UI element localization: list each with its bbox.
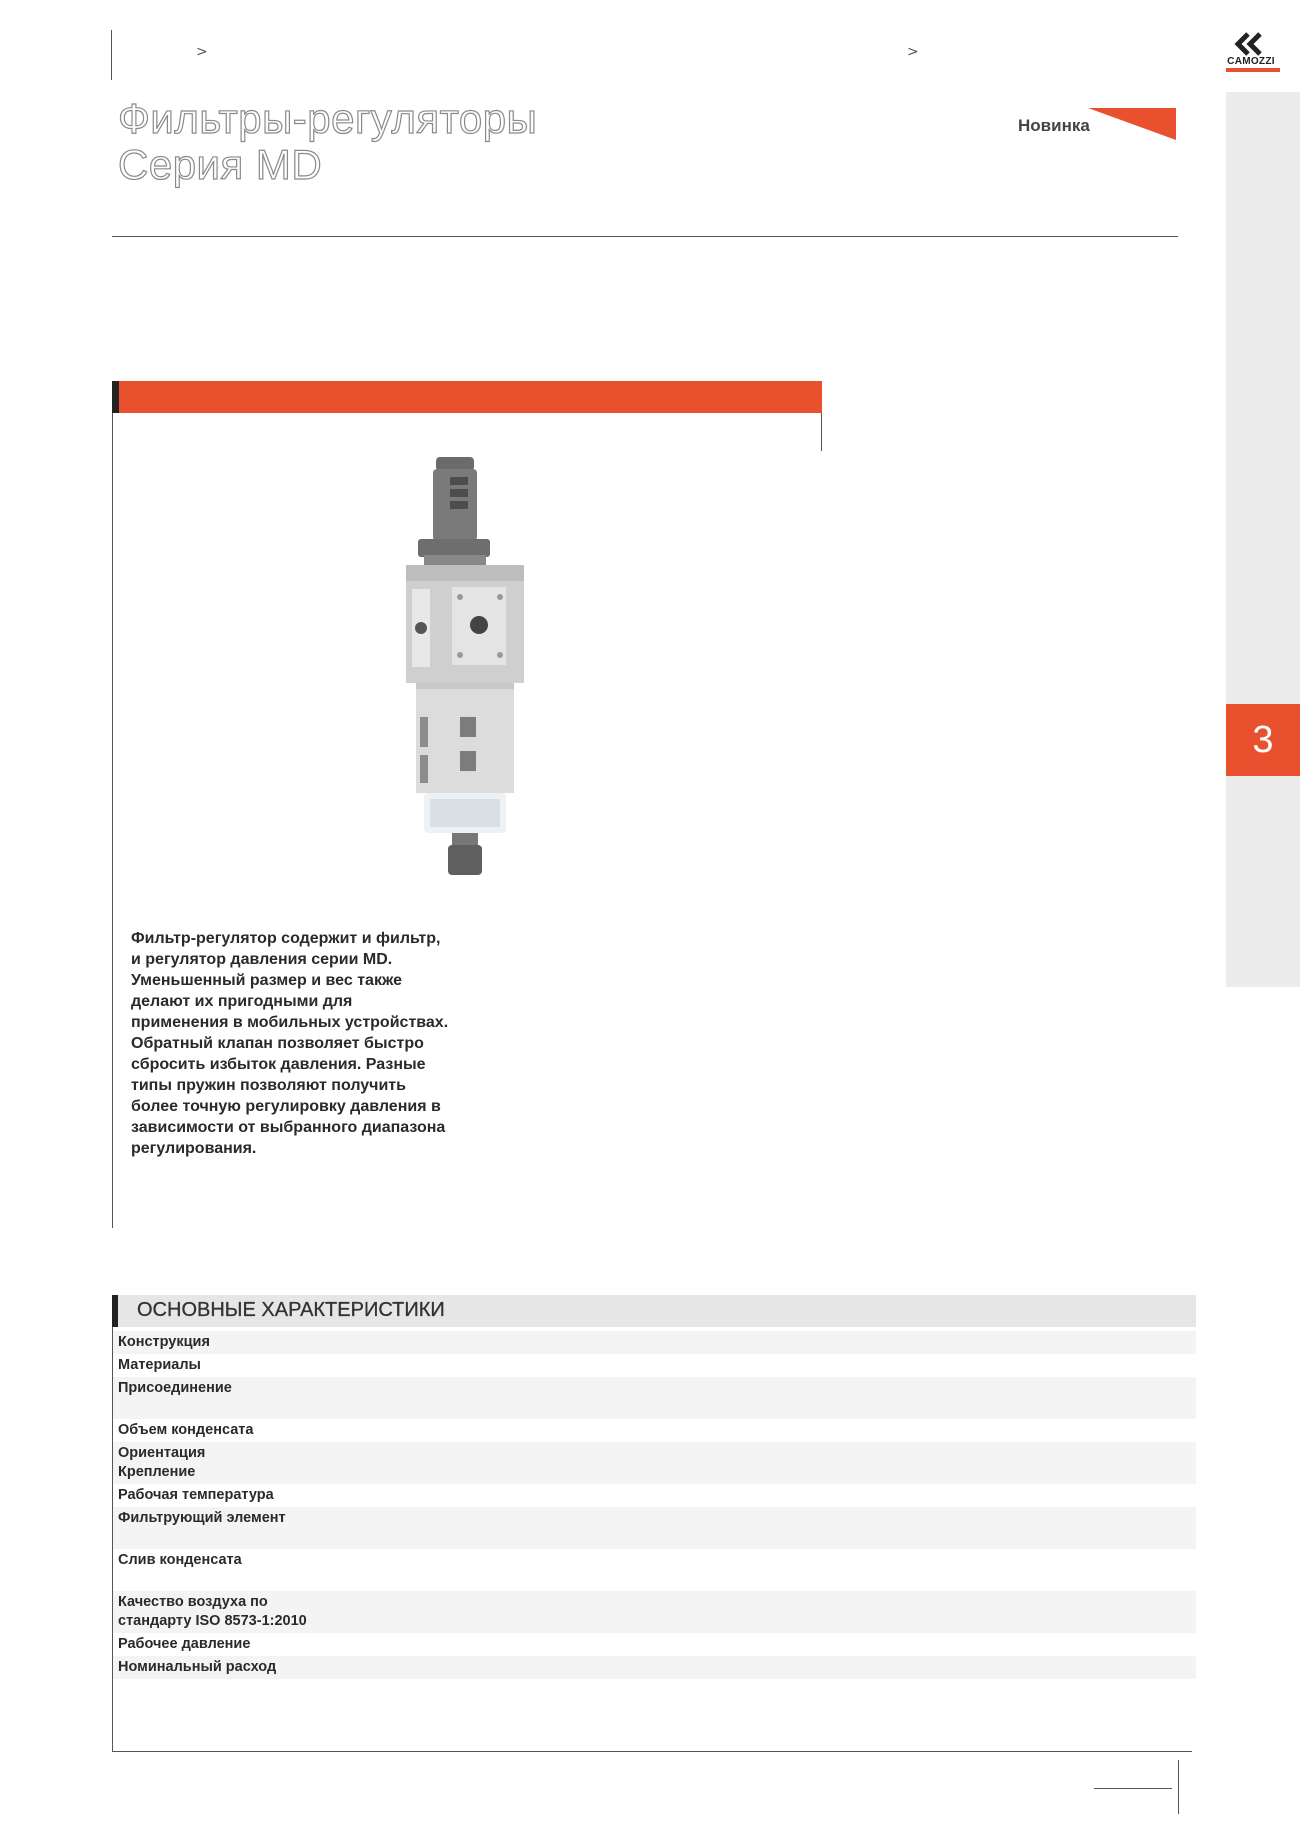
new-badge-triangle-icon	[1088, 108, 1176, 142]
row-label-line-1: Рабочее давление	[118, 1636, 251, 1652]
breadcrumb-separator-right[interactable]: >	[907, 44, 919, 60]
row-label-line-1: Присоединение	[118, 1380, 232, 1396]
characteristics-row-label	[118, 1379, 232, 1398]
characteristics-row-label	[118, 1551, 242, 1570]
header-divider	[111, 30, 112, 80]
characteristics-row	[112, 1633, 1196, 1656]
product-box-left-border	[112, 413, 113, 1228]
title-line-1: Фильтры-регуляторы	[118, 95, 538, 142]
row-label-line-1: Ориентация	[118, 1445, 206, 1461]
characteristics-row-label	[118, 1658, 276, 1677]
characteristics-row	[112, 1331, 1196, 1354]
characteristics-row	[112, 1377, 1196, 1419]
characteristics-row-label	[118, 1356, 201, 1375]
characteristics-row	[112, 1549, 1196, 1591]
row-label-line-2: стандарту ISO 8573-1:2010	[118, 1613, 307, 1629]
characteristics-row-label	[118, 1421, 253, 1440]
title-line-2: Серия MD	[118, 141, 323, 188]
characteristics-row-label	[118, 1635, 250, 1654]
row-label-line-1: Слив конденсата	[118, 1552, 242, 1568]
characteristics-row	[112, 1419, 1196, 1442]
characteristics-row-label	[118, 1486, 274, 1505]
filter-regulator-image	[400, 455, 540, 905]
row-label-line-1: Номинальный расход	[118, 1659, 277, 1675]
row-label-line-1: Материалы	[118, 1357, 201, 1373]
characteristics-bottom-rule	[112, 1751, 1192, 1752]
characteristics-header-edge	[112, 1295, 118, 1327]
characteristics-row	[112, 1484, 1196, 1507]
new-badge-label: Новинка	[1018, 116, 1090, 135]
product-box-right-border	[821, 413, 822, 451]
row-label-line-1: Фильтрующий элемент	[118, 1510, 286, 1526]
characteristics-left-border	[112, 1327, 113, 1752]
product-header-edge	[112, 381, 119, 413]
characteristics-row	[112, 1442, 1196, 1484]
product-header-bar	[112, 381, 822, 413]
logo-underline	[1226, 68, 1280, 72]
characteristics-row-label	[118, 1444, 205, 1482]
header-rule	[112, 236, 1178, 237]
chapter-tab[interactable]: 3	[1226, 704, 1300, 776]
product-description: Фильтр-регулятор содержит и фильтр, и регулятор давления серии MD. Уменьшенный размер и вес также делают их пригодными для применения в мобильных устройствах. Обратный клапан позволяет быстро сбросить избыток давления. Разные типы пружин позволяют получить более точную регулировку давления в зависимости от выбранного диапазона регулирования.	[131, 930, 449, 1157]
characteristics-row-label	[118, 1593, 307, 1631]
row-label-line-1: Конструкция	[118, 1334, 210, 1350]
characteristics-row-label	[118, 1509, 286, 1528]
footer-divider	[1178, 1760, 1179, 1814]
breadcrumb-separator-left[interactable]: >	[196, 44, 208, 60]
chapter-sidebar	[1226, 92, 1300, 987]
characteristics-row	[112, 1354, 1196, 1377]
row-label-line-1: Объем конденсата	[118, 1422, 254, 1438]
page-title	[118, 96, 537, 188]
logo-wordmark: CAMOZZI	[1227, 56, 1275, 67]
characteristics-title: ОСНОВНЫЕ ХАРАКТЕРИСТИКИ	[137, 1299, 445, 1321]
row-label-line-1: Рабочая температура	[118, 1487, 274, 1503]
row-label-line-1: Качество воздуха по	[118, 1594, 268, 1610]
footer-rule	[1094, 1788, 1172, 1789]
row-label-line-2: Крепление	[118, 1464, 196, 1480]
characteristics-row-label	[118, 1333, 210, 1352]
